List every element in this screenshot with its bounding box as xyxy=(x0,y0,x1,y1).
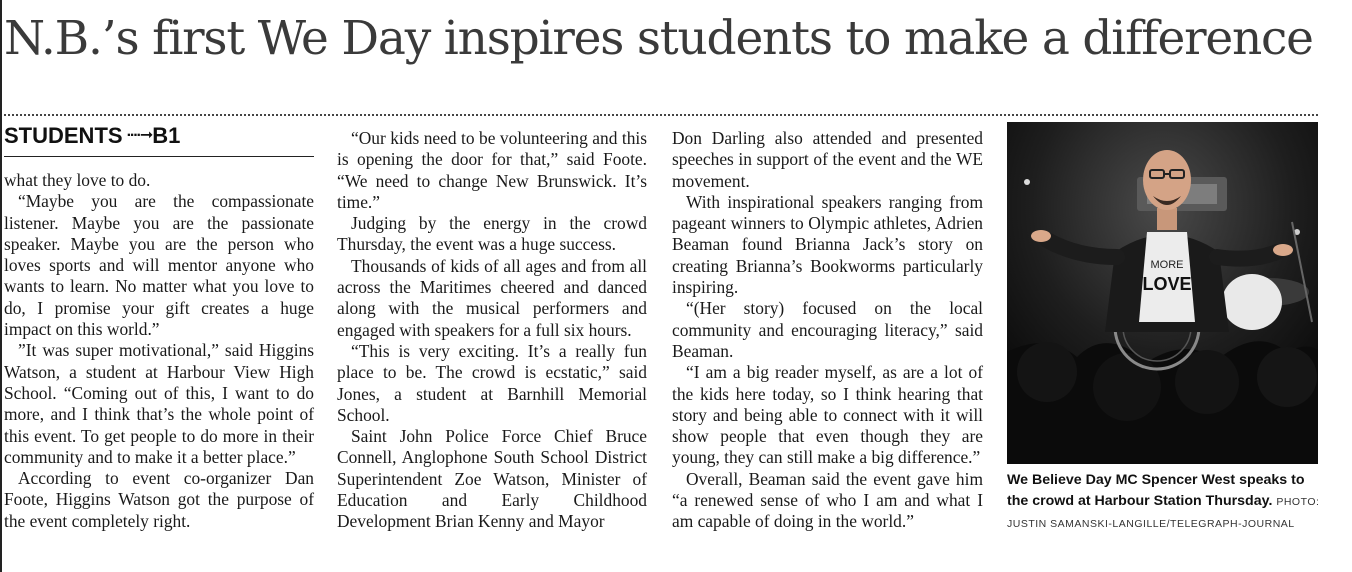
section-kicker[interactable] xyxy=(4,123,314,157)
photo-caption xyxy=(1007,470,1325,535)
paragraph: Don Darling also attended and presented speeches in support of the event and the WE movement. xyxy=(672,128,983,191)
paragraph: “(Her story) focused on the local community and encouraging literacy,” said Beaman. xyxy=(672,298,983,361)
photo-credit: PHOTO: JUSTIN SAMANSKI-LANGILLE/TELEGRAPH-JOURNAL xyxy=(1007,496,1320,530)
paragraph: According to event co-organizer Dan Foote, Higgins Watson got the purpose of the event completely right. xyxy=(4,468,314,531)
shirt-text-top: MORE xyxy=(1150,259,1184,271)
paragraph: Overall, Beaman said the event gave him “a renewed sense of who I am and what I am capable of doing in the world.” xyxy=(672,468,983,532)
shirt-text-bottom: LOVE xyxy=(1142,274,1192,294)
article-column-3 xyxy=(672,128,983,533)
article-headline: N.B.’s first We Day inspires students to make a difference xyxy=(4,11,1313,66)
stage-photo-illustration xyxy=(1007,122,1318,464)
paragraph: what they love to do. xyxy=(4,170,151,190)
arrow-right-icon: ····➞ xyxy=(126,127,152,144)
caption-text: We Believe Day MC Spencer West speaks to the crowd at Harbour Station Thursday. xyxy=(1007,472,1305,509)
paragraph: “Our kids need to be volunteering and this is opening the door for that,” said Foote. “We need to change New Brunswick. It’s time.” xyxy=(337,128,647,212)
page-left-rule xyxy=(0,0,2,572)
article-column-1 xyxy=(4,170,314,532)
kicker-label: STUDENTS xyxy=(4,123,123,148)
paragraph: “I am a big reader myself, as are a lot of the kids here today, so I think hearing that story and being able to connect with it will show people that even though they are young, they can still make a big difference.” xyxy=(672,362,983,468)
article-photo[interactable] xyxy=(1007,122,1318,464)
article-column-2 xyxy=(337,128,647,533)
paragraph: Thousands of kids of all ages and from all across the Maritimes cheered and danced along with the musical performers and engaged with speakers for a full six hours. xyxy=(337,255,647,340)
paragraph: ”It was super motivational,” said Higgins Watson, a student at Harbour View High School. “Coming out of this, I want to do more, and I think that’s the whole point of this event. To get people to do more in their community and to make it a better place.” xyxy=(4,340,314,467)
paragraph: Judging by the energy in the crowd Thursday, the event was a huge success. xyxy=(337,213,647,255)
kicker-page-ref: B1 xyxy=(152,123,181,148)
paragraph: “Maybe you are the compassionate listener. Maybe you are the passionate speaker. Maybe you are the person who loves sports and will mentor anyone who wants to learn. No matter what you love to do, I promise your gift creates a huge impact on this world.” xyxy=(4,191,314,340)
paragraph: Saint John Police Force Chief Bruce Connell, Anglophone South School District Superintendent Zoe Watson, Minister of Education and Early Childhood Development Brian Kenny and Mayor xyxy=(337,426,647,532)
paragraph: “This is very exciting. It’s a really fun place to be. The crowd is ecstatic,” said Jones, a student at Barnhill Memorial School. xyxy=(337,340,647,425)
section-divider xyxy=(4,114,1318,116)
paragraph: With inspirational speakers ranging from pageant winners to Olympic athletes, Adrien Beaman found Brianna Jack’s story on creating Brianna’s Bookworms particularly inspiring. xyxy=(672,191,983,298)
